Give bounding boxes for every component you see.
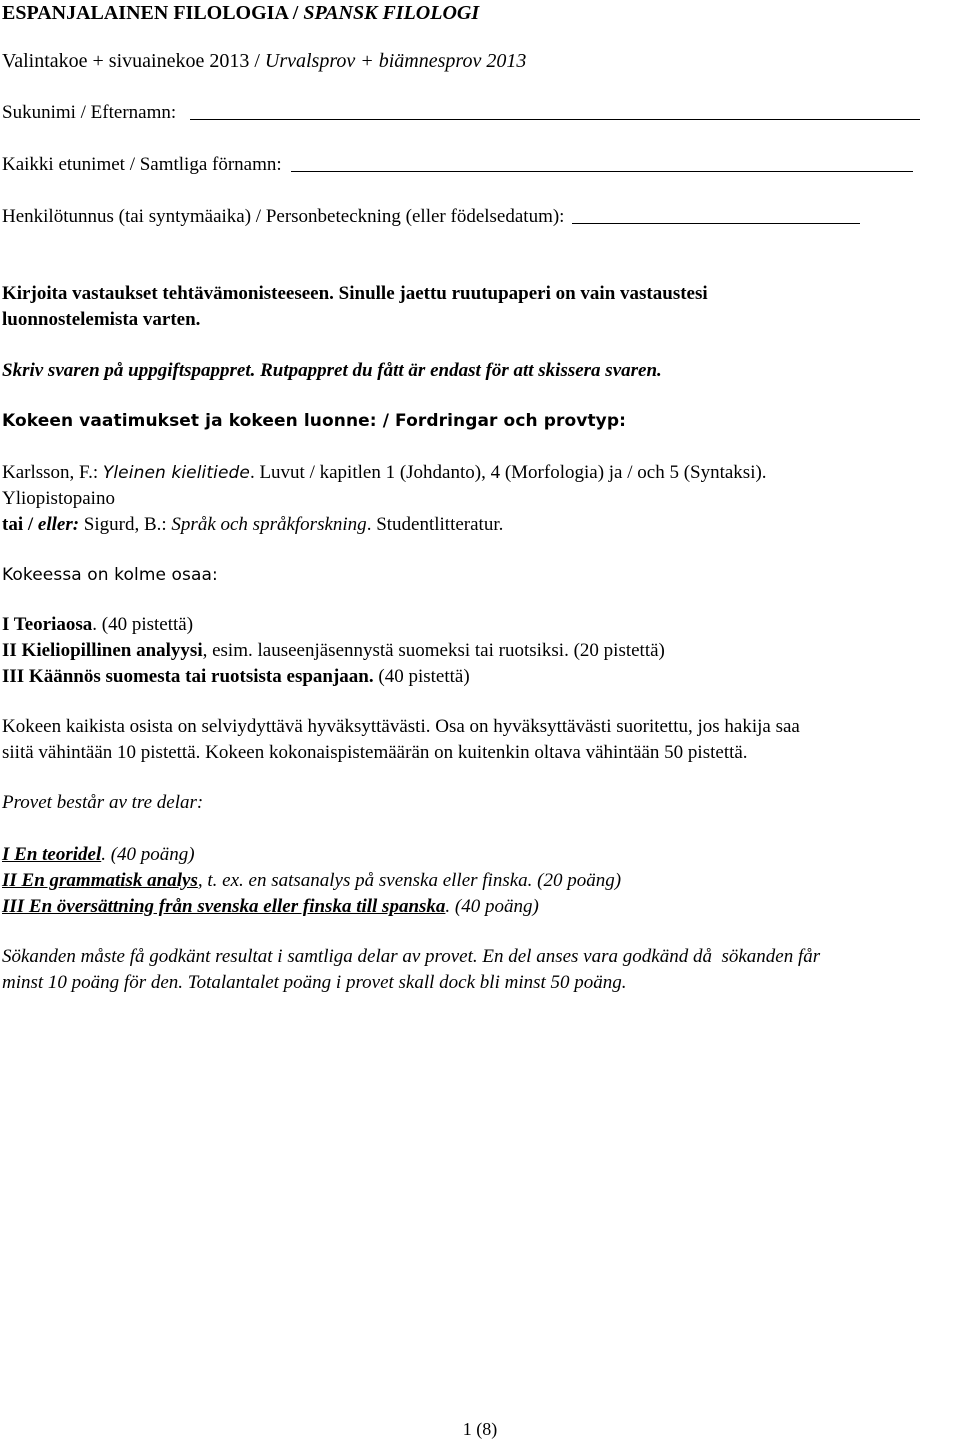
reference-karlsson-title: Yleinen kielitiede [102, 463, 250, 483]
parts-fi-rules [2, 714, 958, 766]
personal-id-label: Henkilötunnus (tai syntymäaika) / Personbeteckning (eller födelsedatum): [2, 206, 565, 227]
parts-fi-heading: Kokeessa on kolme osaa: [2, 565, 218, 585]
parts-fi-item-3: III Käännös suomesta tai ruotsista espanjaan. (40 pistettä) [2, 666, 470, 687]
instructions-swedish [2, 358, 958, 384]
parts-sv-heading: Provet består av tre delar: [2, 792, 204, 813]
parts-sv-item-3: III En översättning från svenska eller finska till spanska. (40 poäng) [2, 896, 539, 917]
parts-sv-rule-line1: Sökanden måste få godkänt resultat i samtliga delar av provet. En del anses vara godkänd då sökanden får [2, 946, 821, 967]
subtitle-swedish: Urvalsprov + biämnesprov 2013 [264, 50, 527, 72]
parts-fi-item-1: I Teoriaosa. (40 pistettä) [2, 614, 194, 635]
instructions-finnish [2, 281, 958, 333]
surname-label: Sukunimi / Efternamn: [2, 102, 177, 123]
firstnames-field[interactable] [2, 152, 913, 178]
parts-fi-rule-line2: siitä vähintään 10 pistettä. Kokeen kokonaispistemäärän on kuitenkin oltava vähintään 50 pistettä. [2, 742, 748, 763]
requirements-heading: Kokeen vaatimukset ja kokeen luonne: / Fordringar och provtyp: [2, 411, 627, 431]
reference-karlsson-publisher: Yliopistopaino [2, 488, 115, 509]
subtitle-finnish: Valintakoe + sivuainekoe 2013 / [2, 50, 265, 72]
firstnames-line[interactable] [291, 171, 913, 172]
page-title [2, 0, 479, 26]
personal-id-line[interactable] [572, 223, 860, 224]
surname-field[interactable] [2, 100, 920, 126]
references [2, 460, 958, 538]
instructions-sv-line: Skriv svaren på uppgiftspappret. Rutpappret du fått är endast för att skissera svaren. [2, 360, 662, 381]
surname-line[interactable] [190, 119, 920, 120]
parts-fi-item-2: II Kieliopillinen analyysi, esim. lauseenjäsennystä suomeksi tai ruotsiksi. (20 pistettä) [2, 640, 665, 661]
personal-id-field[interactable] [2, 204, 860, 230]
title-swedish: SPANSK FILOLOGI [303, 2, 480, 24]
firstnames-label: Kaikki etunimet / Samtliga förnamn: [2, 154, 282, 175]
parts-sv-item-2: II En grammatisk analys, t. ex. en satsanalys på svenska eller finska. (20 poäng) [2, 870, 622, 891]
page-number: 1 (8) [462, 1419, 498, 1439]
parts-sv-rules [2, 944, 958, 996]
reference-sigurd-title: Språk och språkforskning [171, 514, 367, 535]
reference-karlsson: Karlsson, F.: Yleinen kielitiede. Luvut / kapitlen 1 (Johdanto), 4 (Morfologia) ja / och 5 (Syntaksi). [2, 462, 767, 483]
reference-sigurd: tai / eller: Sigurd, B.: Språk och språkforskning. Studentlitteratur. [2, 514, 504, 535]
instructions-fi-line2: luonnostelemista varten. [2, 309, 201, 330]
parts-sv-rule-line2: minst 10 poäng för den. Totalantalet poäng i provet skall dock bli minst 50 poäng. [2, 972, 627, 993]
parts-sv-item-1: I En teoridel. (40 poäng) [2, 844, 195, 865]
parts-fi-rule-line1: Kokeen kaikista osista on selviydyttävä hyväksyttävästi. Osa on hyväksyttävästi suoritettu, jos hakija saa [2, 716, 800, 737]
parts-sv-list [2, 842, 958, 920]
instructions-fi-line1: Kirjoita vastaukset tehtävämonisteeseen. Sinulle jaettu ruutupaperi on vain vastaustesi [2, 283, 708, 304]
parts-fi-list [2, 612, 958, 690]
page-subtitle [2, 48, 526, 74]
title-finnish: ESPANJALAINEN FILOLOGIA / [2, 2, 304, 24]
